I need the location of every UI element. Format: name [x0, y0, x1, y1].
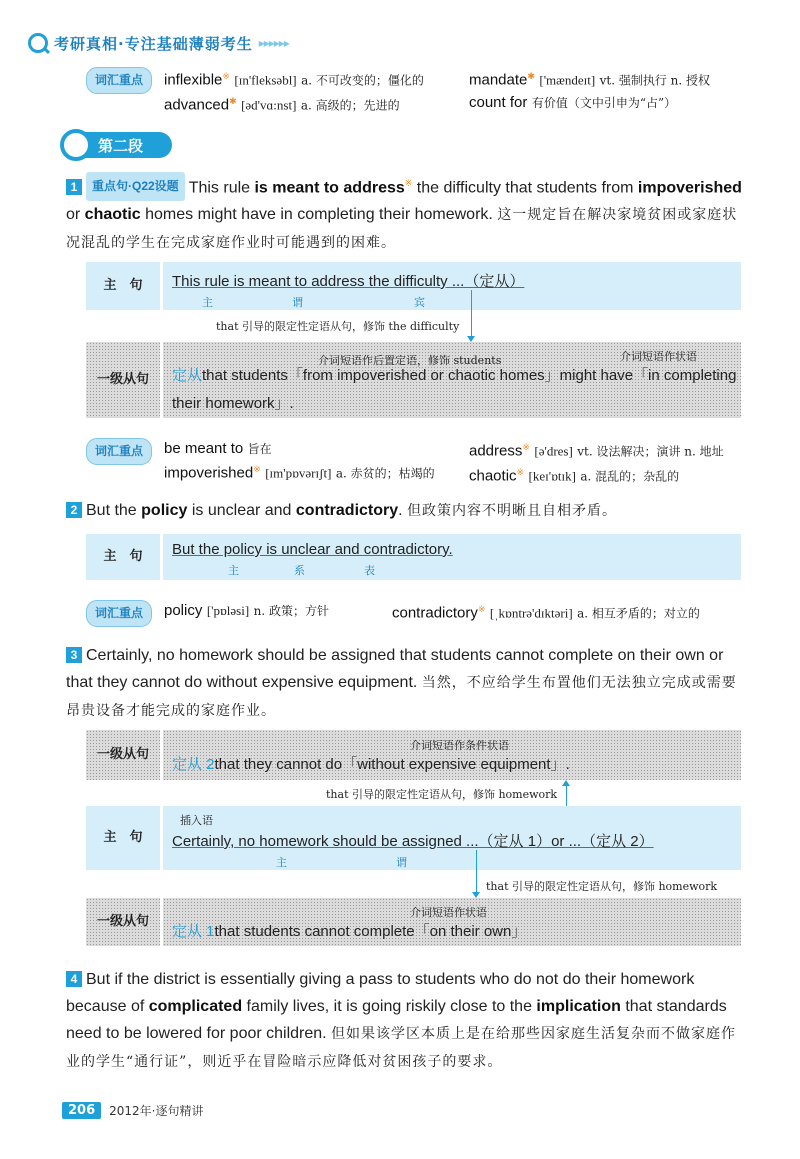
main-clause-label: 主 句 — [86, 534, 160, 580]
clause-note: that 引导的限定性定语从句，修饰 homework — [326, 788, 558, 801]
search-ring-icon — [60, 129, 92, 161]
sub-note: 介词短语作状语 — [620, 350, 697, 363]
vocab-item: contradictory※ [ˌkɒntrə'dɪktəri] a. 相互矛盾的；对立的 — [392, 604, 700, 622]
grammar-label: 表 — [364, 564, 375, 577]
page-number: 206 — [62, 1102, 101, 1119]
sentence-number: 1 — [66, 179, 82, 195]
sub-note: 介词短语作条件状语 — [410, 739, 509, 752]
main-clause-label: 主 句 — [86, 806, 160, 870]
sub-clause-text: 定从that students「from impoverished or chaotic homes」might have「in completing — [172, 367, 737, 384]
grammar-label: 主 — [276, 856, 287, 869]
sentence-4: 4 But if the district is essentially giving a pass to students who do not do their homework because of complicated family lives, it is going riskily close to the implication that standards need to be lowered for poor children. 但如果该学区本质上是在给那些因家庭生活复杂而不做家庭作业的学生“通行证”，则近乎在冒险暗示应降低对贫困孩子的要求。 — [66, 971, 737, 1070]
sentence-1: 1 重点句·Q22设题 This rule is meant to address※ the difficulty that students from impoverished or chaotic homes might have in completing their homework. 这一规定旨在解决家境贫困或家庭状况混乱的学生在完成家庭作业时可能遇到的困难。 — [66, 170, 746, 257]
arrow-line — [471, 290, 472, 340]
header-arrows-icon: ▸▸▸▸▸▸ — [258, 36, 289, 50]
vocab-tag: 词汇重点 — [86, 67, 152, 94]
sub-clause-text: 定从 2that they cannot do「without expensive equipment」. — [172, 756, 570, 773]
sub-clause-text: their homework」. — [172, 395, 294, 412]
sentence-number: 3 — [66, 647, 82, 663]
vocab-item: address※ [ə'dres] vt. 设法解决；演讲 n. 地址 — [469, 442, 724, 460]
footer-text: 2012年·逐句精讲 — [109, 1104, 204, 1118]
sub-clause-label: 一级从句 — [86, 730, 160, 780]
arrow-up-icon — [562, 780, 570, 786]
vocab-item: mandate✱ ['mændeɪt] vt. 强制执行 n. 授权 — [469, 71, 711, 89]
sub-note: 介词短语作状语 — [410, 906, 487, 919]
header-title: 考研真相·专注基础薄弱考生 — [54, 34, 253, 53]
vocab-item: advanced✱ [əd'vɑ:nst] a. 高级的；先进的 — [164, 96, 400, 114]
arrow-line — [476, 850, 477, 894]
sentence-3: 3 Certainly, no homework should be assigned that students cannot complete on their own or that they cannot do without expensive equipment. 当然，不应给学生布置他们无法独立完成或需要昂贵设备才能完成的家庭作业。 — [66, 647, 737, 719]
running-header — [28, 30, 289, 56]
sub-note: 介词短语作后置定语，修饰 students — [318, 354, 502, 367]
clause-note: that 引导的限定性定语从句，修饰 the difficulty — [216, 320, 460, 333]
vocab-item: be meant to 旨在 — [164, 440, 272, 457]
vocab-list-2-right — [469, 438, 769, 487]
vocab-list-2-left — [164, 438, 464, 485]
insert-note: 插入语 — [180, 814, 213, 827]
main-clause-text: This rule is meant to address the difficulty ...（定从） — [172, 273, 525, 290]
clause-note: that 引导的限定性定语从句，修饰 homework — [486, 880, 718, 893]
vocab-item: inflexible※ [ɪn'fleksəbl] a. 不可改变的；僵化的 — [164, 71, 424, 89]
grammar-label: 谓 — [292, 296, 303, 309]
vocab-list-1-right — [469, 67, 759, 114]
sub-clause-label: 一级从句 — [86, 898, 160, 946]
vocab-tag-1-wrap — [86, 67, 152, 94]
vocab-item: count for 有价值（文中引申为“占”） — [469, 93, 677, 111]
vocab-tag: 词汇重点 — [86, 438, 152, 465]
sentence-number: 4 — [66, 971, 82, 987]
vocab-item: policy ['pɒləsi] n. 政策；方针 — [164, 602, 329, 619]
sub-clause-text: 定从 1that students cannot complete「on their own」 — [172, 923, 527, 940]
sub-clause-label: 一级从句 — [86, 342, 160, 418]
main-clause-label: 主 句 — [86, 262, 160, 310]
key-sentence-tag: 重点句·Q22设题 — [86, 172, 185, 201]
main-clause-text: But the policy is unclear and contradictory. — [172, 541, 453, 558]
vocab-list-1-left — [164, 67, 464, 116]
main-clause-text: Certainly, no homework should be assigned ...（定从 1）or ...（定从 2） — [172, 833, 654, 850]
grammar-label: 谓 — [396, 856, 407, 869]
vocab-tag: 词汇重点 — [86, 600, 152, 627]
section-title: 第二段 — [62, 132, 172, 158]
grammar-label: 主 — [228, 564, 239, 577]
grammar-label: 宾 — [414, 296, 425, 309]
vocab-tag-2-wrap — [86, 438, 152, 465]
vocab-tag-3-wrap — [86, 600, 152, 627]
page-footer — [62, 1102, 204, 1119]
vocab-item: chaotic※ [keɪ'ɒtɪk] a. 混乱的；杂乱的 — [469, 467, 680, 485]
sentence-number: 2 — [66, 502, 82, 518]
sentence-2: 2 But the policy is unclear and contradictory. 但政策内容不明晰且自相矛盾。 — [66, 497, 746, 525]
arrow-line — [566, 785, 567, 807]
grammar-label: 主 — [202, 296, 213, 309]
vocab-item: impoverished※ [ɪm'pɒvərɪʃt] a. 赤贫的；枯竭的 — [164, 464, 435, 482]
search-logo-icon — [28, 33, 48, 53]
grammar-label: 系 — [294, 564, 305, 577]
